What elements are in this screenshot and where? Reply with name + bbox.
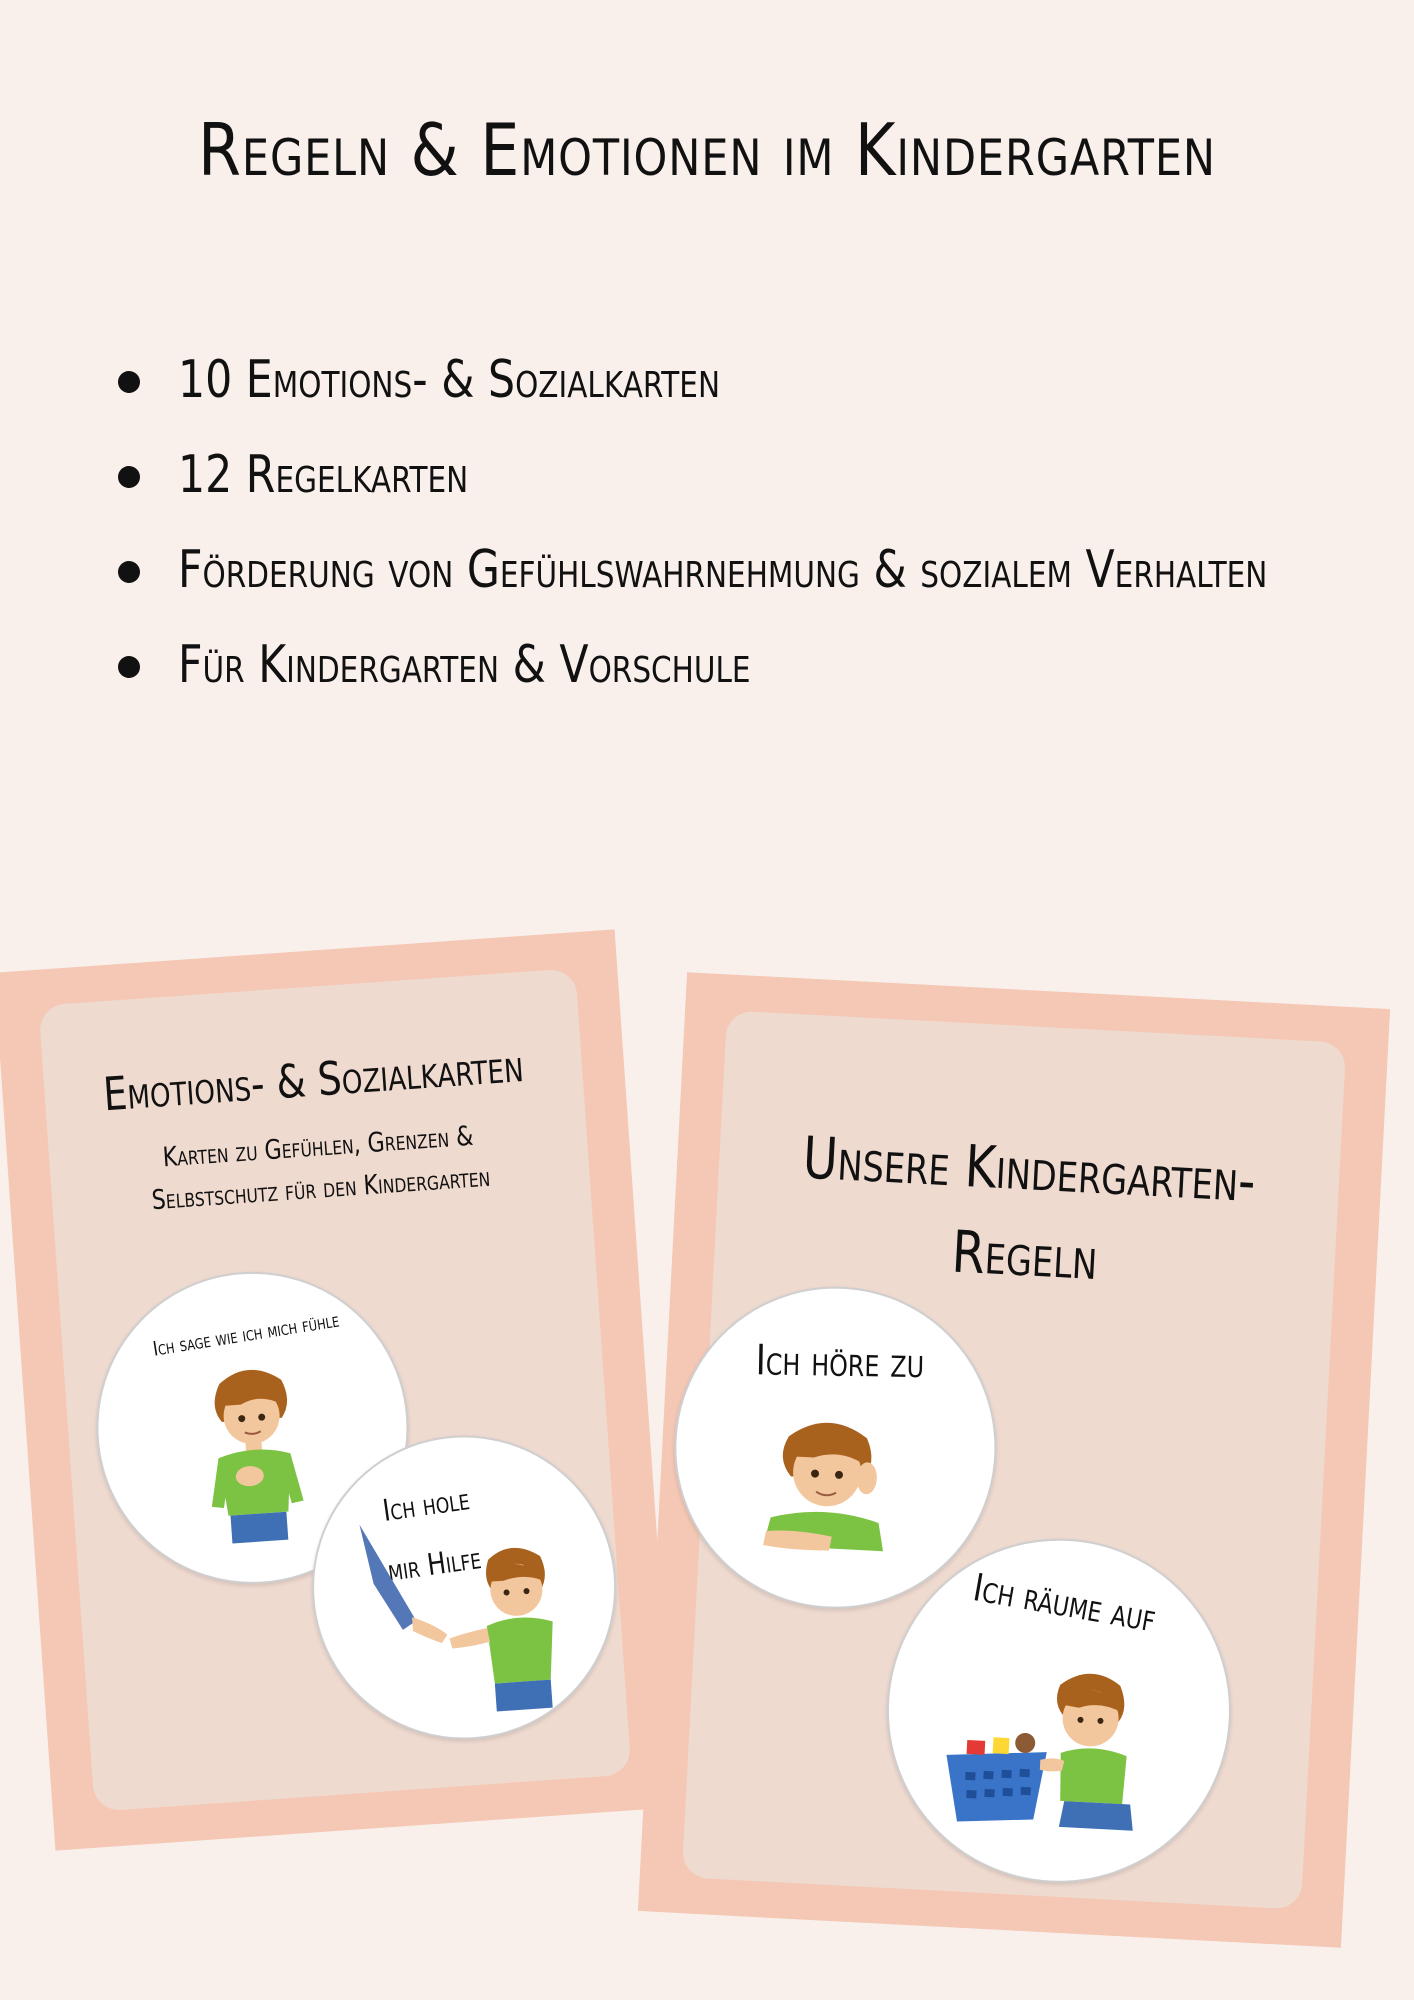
boy-getting-help-illustration [349,1510,582,1725]
emotion-card-circle: Ich sage wie ich mich fühle [86,1261,419,1594]
emotions-card-title: Emotions- & Sozialkarten [101,1038,526,1122]
bullet-icon [118,371,140,393]
rules-card-panel [682,1010,1347,1909]
rule-card-circle: Ich höre zu [666,1278,1004,1616]
rules-card-title: Unsere Kindergarten-Regeln [801,1123,1258,1294]
emotions-card-subtitle: Karten zu Gefühlen, Grenzen & Selbstschutz für den Kindergarten [150,1120,492,1217]
boy-listening-illustration [751,1405,909,1563]
bullet-icon [118,561,140,583]
bullet-icon [118,656,140,678]
emotions-card-panel [38,968,631,1812]
emotion-card-circle: Ich hole mir Hilfe [302,1425,626,1749]
rule-card-circle: Ich räume auf [878,1530,1240,1892]
bullet-icon [118,466,140,488]
page-title: Regeln & Emotionen im Kindergarten [198,108,1216,192]
rules-card [638,972,1390,1948]
emotions-card [0,929,676,1850]
boy-hand-on-chest-illustration [198,1361,311,1558]
boy-tidying-up-illustration [932,1654,1181,1846]
